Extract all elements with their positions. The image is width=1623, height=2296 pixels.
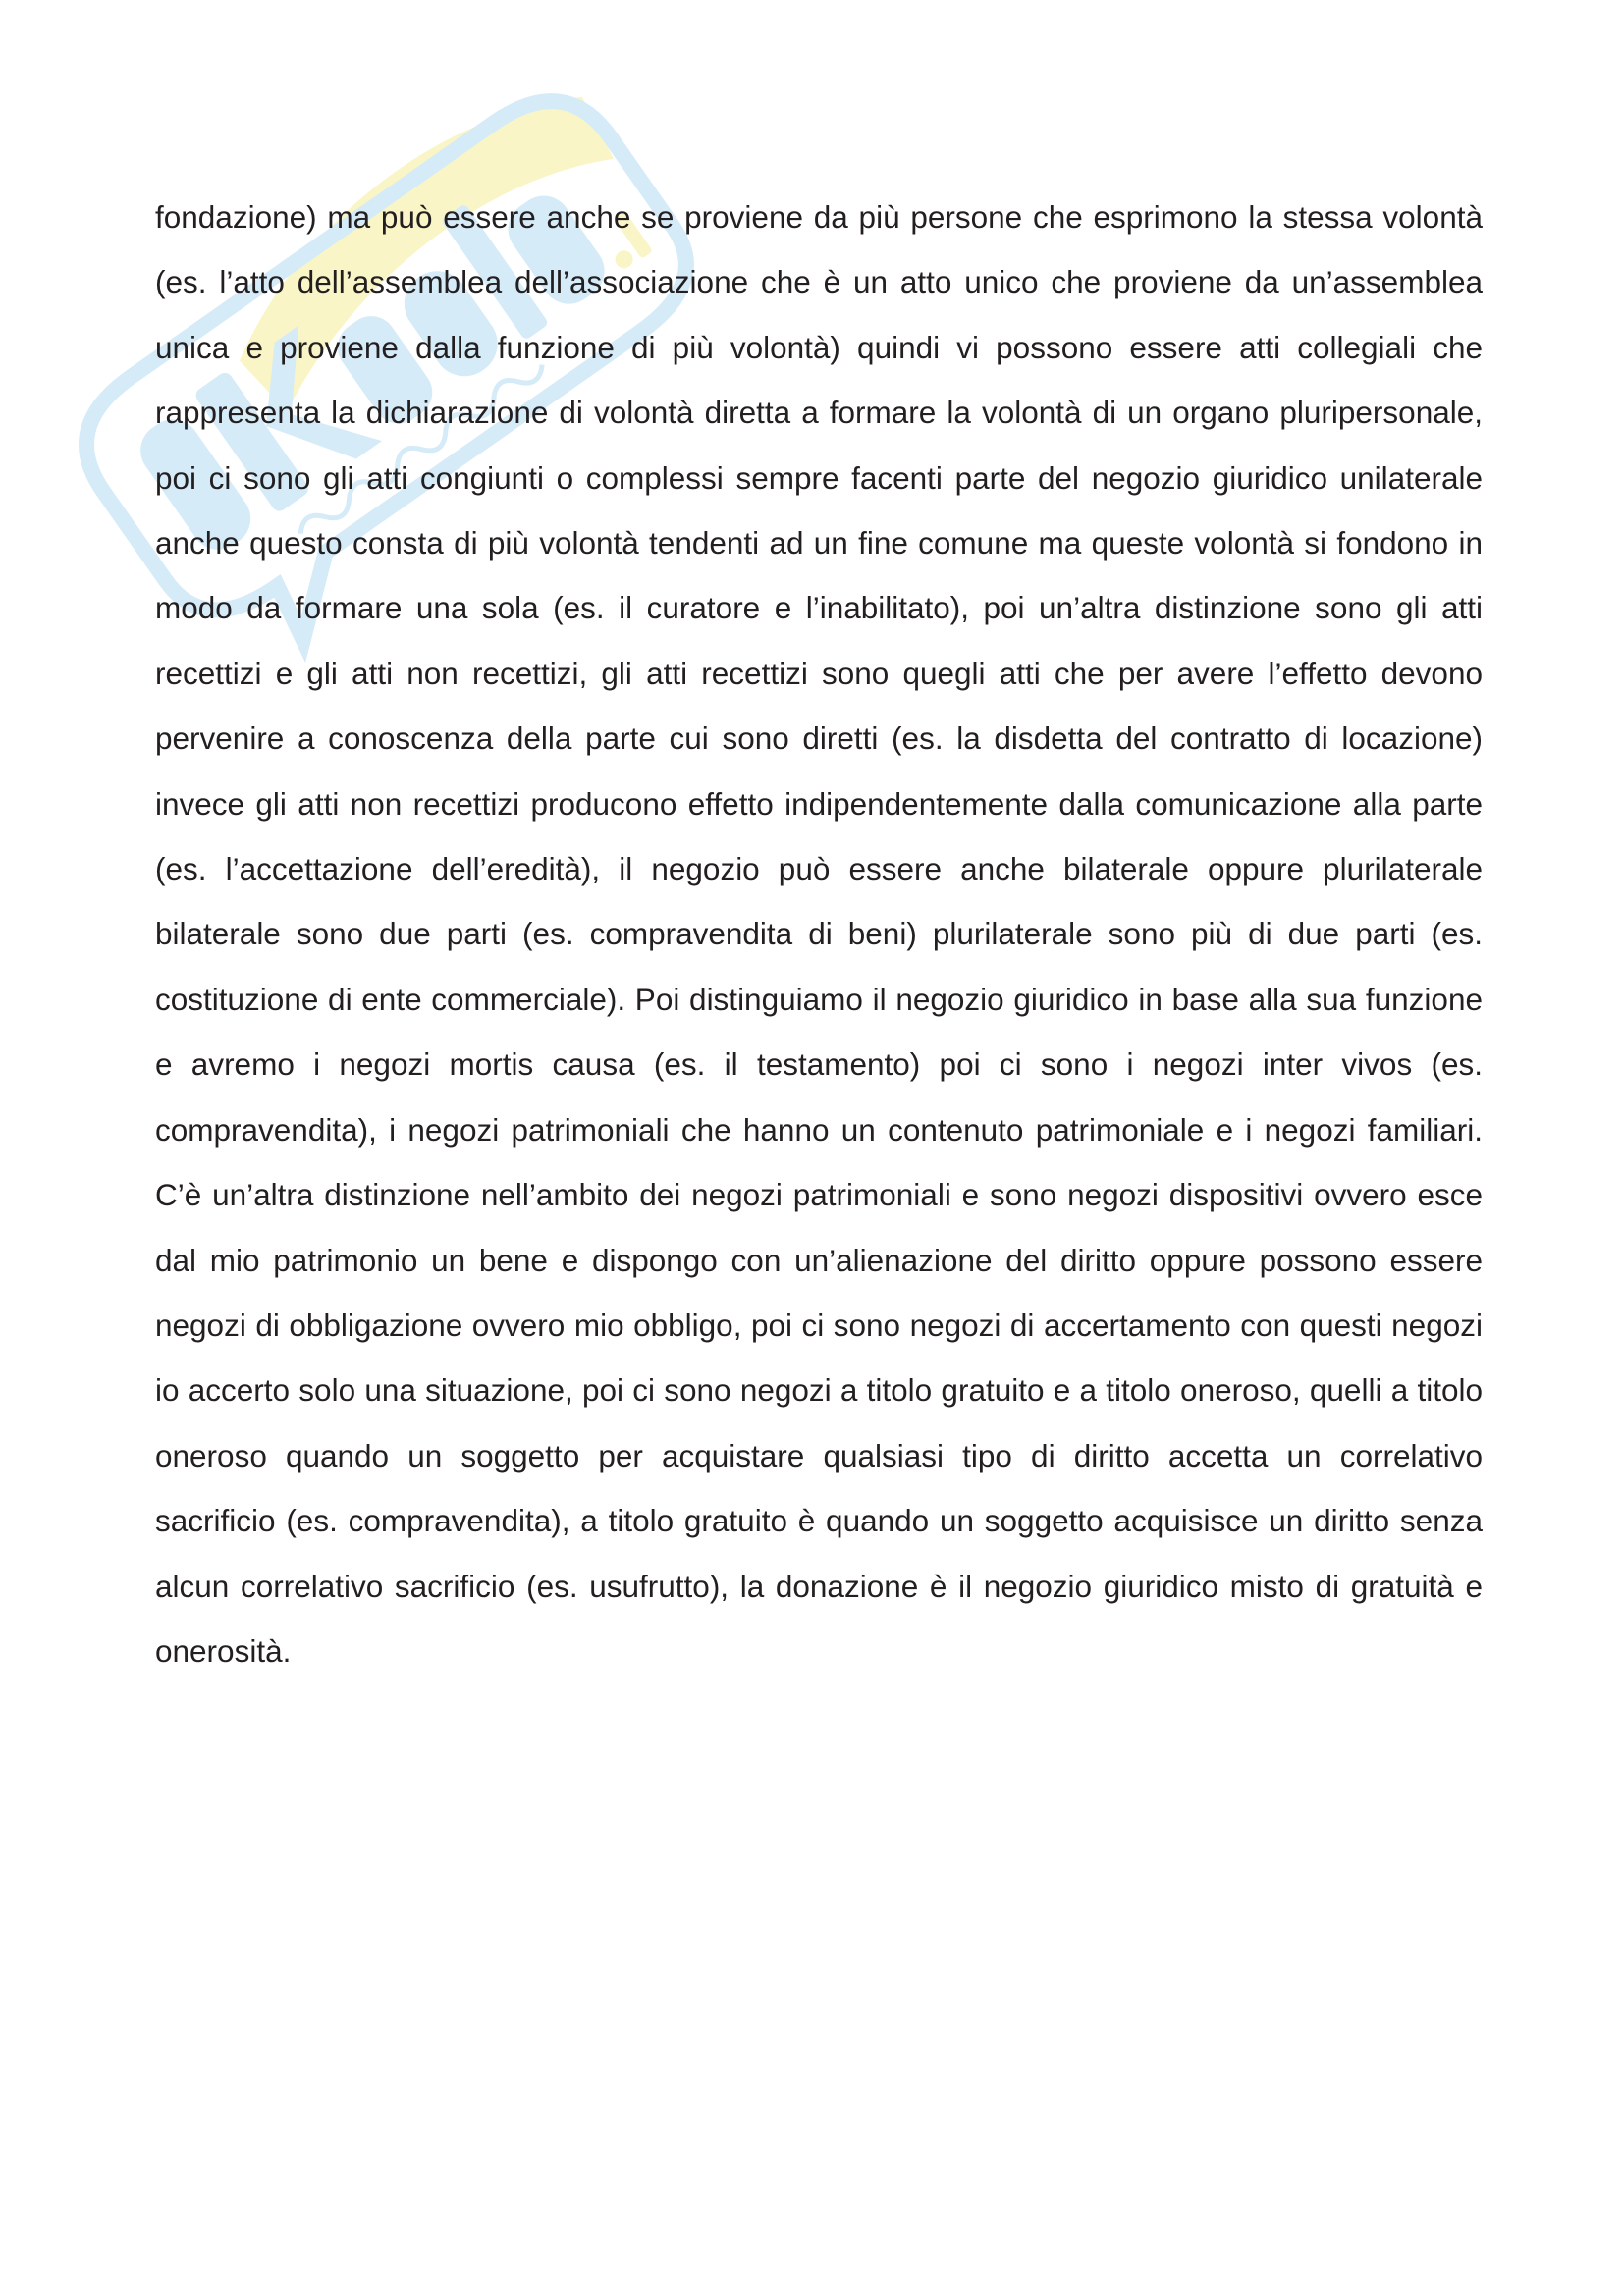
body-paragraph: fondazione) ma può essere anche se proviene da più persone che esprimono la stessa volontà (es. l’atto dell’assemblea dell’associazione che è un atto unico che proviene da un’assemblea unica e proviene dalla funzione di più volontà) quindi vi possono essere atti collegiali che rappresenta la dichiarazione di volontà diretta a formare la volontà di un organo pluripersonale, poi ci sono gli atti congiunti o complessi sempre facenti parte del negozio giuridico unilaterale anche questo consta di più volontà tendenti ad un fine comune ma queste volontà si fondono in modo da formare una sola (es. il curatore e l’inabilitato), poi un’altra distinzione sono gli atti recettizi e gli atti non recettizi, gli atti recettizi sono quegli atti che per avere l’effetto devono pervenire a conoscenza della parte cui sono diretti (es. la disdetta del contratto di locazione) invece gli atti non recettizi producono effetto indipendentemente dalla comunicazione alla parte (es. l’accettazione dell’eredità), il negozio può essere anche bilaterale oppure plurilaterale bilaterale sono due parti (es. compravendita di beni) plurilaterale sono più di due parti (es. costituzione di ente commerciale). Poi distinguiamo il negozio giuridico in base alla sua funzione e avremo i negozi mortis causa (es. il testamento) poi ci sono i negozi inter vivos (es. compravendita), i negozi patrimoniali che hanno un contenuto patrimoniale e i negozi familiari. C’è un’altra distinzione nell’ambito dei negozi patrimoniali e sono negozi dispositivi ovvero esce dal mio patrimonio un bene e dispongo con un’alienazione del diritto oppure possono essere negozi di obbligazione ovvero mio obbligo, poi ci sono negozi di accertamento con questi negozi io accerto solo una situazione, poi ci sono negozi a titolo gratuito e a titolo oneroso, quelli a titolo oneroso quando un soggetto per acquistare qualsiasi tipo di diritto accetta un correlativo sacrificio (es. compravendita), a titolo gratuito è quando un soggetto acquisisce un diritto senza alcun correlativo sacrificio (es. usufrutto), la donazione è il negozio giuridico misto di gratuità e onerosità. [155,199,1483,1669]
